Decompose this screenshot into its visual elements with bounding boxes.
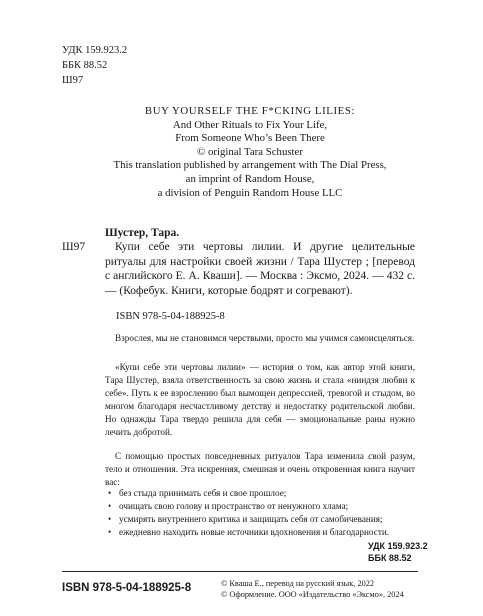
original-subtitle-line-1: And Other Rituals to Fix Your Life, [172, 118, 328, 131]
translation-note-line-3: a division of Penguin Random House LLC [157, 186, 343, 199]
annotation-paragraph-2: «Купи себе эти чертовы лилии» — история о том, как автор этой книги, Тара Шустер, взяла ответственность за свою жизнь и стала «ниндзя любви к себе». Путь к ее взрослению был вымощен депрессией, тревогой и стыдом, во многом благодаря несчастливому детству и недостатку родительской любви. Но однажды Тара твердо решила для себя — эмоциональные раны нужно лечить добротой. [105, 362, 415, 438]
classification-codes [62, 43, 127, 88]
annotation-bullet-list [105, 487, 415, 539]
bottom-udk-code: УДК 159.923.2 [368, 541, 428, 551]
bottom-classification-codes [368, 540, 428, 564]
bullet-mark: • [108, 527, 112, 538]
list-item-text: усмирять внутреннего критика и защищать себя от самобичевания; [119, 514, 383, 525]
biblio-isbn: ISBN 978-5-04-188925-8 [116, 311, 225, 322]
list-item [105, 526, 415, 539]
original-copyright: © original Tara Schuster [197, 145, 303, 158]
original-subtitle-line-2: From Someone Who’s Been There [175, 132, 325, 145]
original-edition-credits [100, 105, 400, 200]
list-item [105, 500, 415, 513]
biblio-description: Купи себе эти чертовы лилии. И другие целительные ритуалы для настройки своей жизни / Тара Шустер ; [перевод с английского Е. А. Кваши]. — Москва : Эксмо, 2024. — 432 с. — (Кофебук. Книги, которые бодрят и согревают). [105, 241, 415, 298]
list-item-text: ежедневно находить новые источники вдохновения и благодарности. [119, 527, 390, 538]
biblio-author: Шустер, Тара. [105, 227, 180, 239]
footer-divider [62, 571, 418, 572]
design-copyright: © Оформление. ООО «Издательство «Эксмо», 2024 [221, 590, 404, 599]
bullet-mark: • [108, 488, 112, 498]
translation-copyright: © Кваша Е., перевод на русский язык, 2022 [221, 579, 375, 588]
list-item-text: очищать свою голову и пространство от ненужного хлама; [119, 501, 349, 512]
list-item [105, 513, 415, 526]
translation-note-line-1: This translation published by arrangement with The Dial Press, [113, 159, 387, 172]
annotation-paragraph-1: Взрослея, мы не становимся черствыми, просто мы учимся самоисцеляться. [115, 333, 415, 343]
udk-code: УДК 159.923.2 [62, 45, 128, 56]
list-item-text: без стыда принимать себя и свое прошлое; [119, 488, 287, 498]
bullet-mark: • [108, 501, 112, 512]
bbk-code: ББК 88.52 [62, 60, 108, 71]
translation-note-line-2: an imprint of Random House, [185, 172, 315, 185]
footer-isbn: ISBN 978-5-04-188925-8 [62, 582, 192, 594]
original-title: BUY YOURSELF THE F*CKING LILIES: [144, 105, 356, 117]
list-item [105, 487, 415, 500]
annotation-paragraph-3: С помощью простых повседневных ритуалов Тара изменила свой разум, тело и отношения. Эта искренняя, смешная и очень откровенная книга научит вас: [105, 451, 415, 488]
bullet-mark: • [108, 514, 112, 525]
biblio-author-mark: Ш97 [62, 241, 86, 253]
footer-copyrights [221, 578, 404, 600]
author-mark-code: Ш97 [62, 75, 84, 86]
bottom-bbk-code: ББК 88.52 [368, 553, 412, 563]
